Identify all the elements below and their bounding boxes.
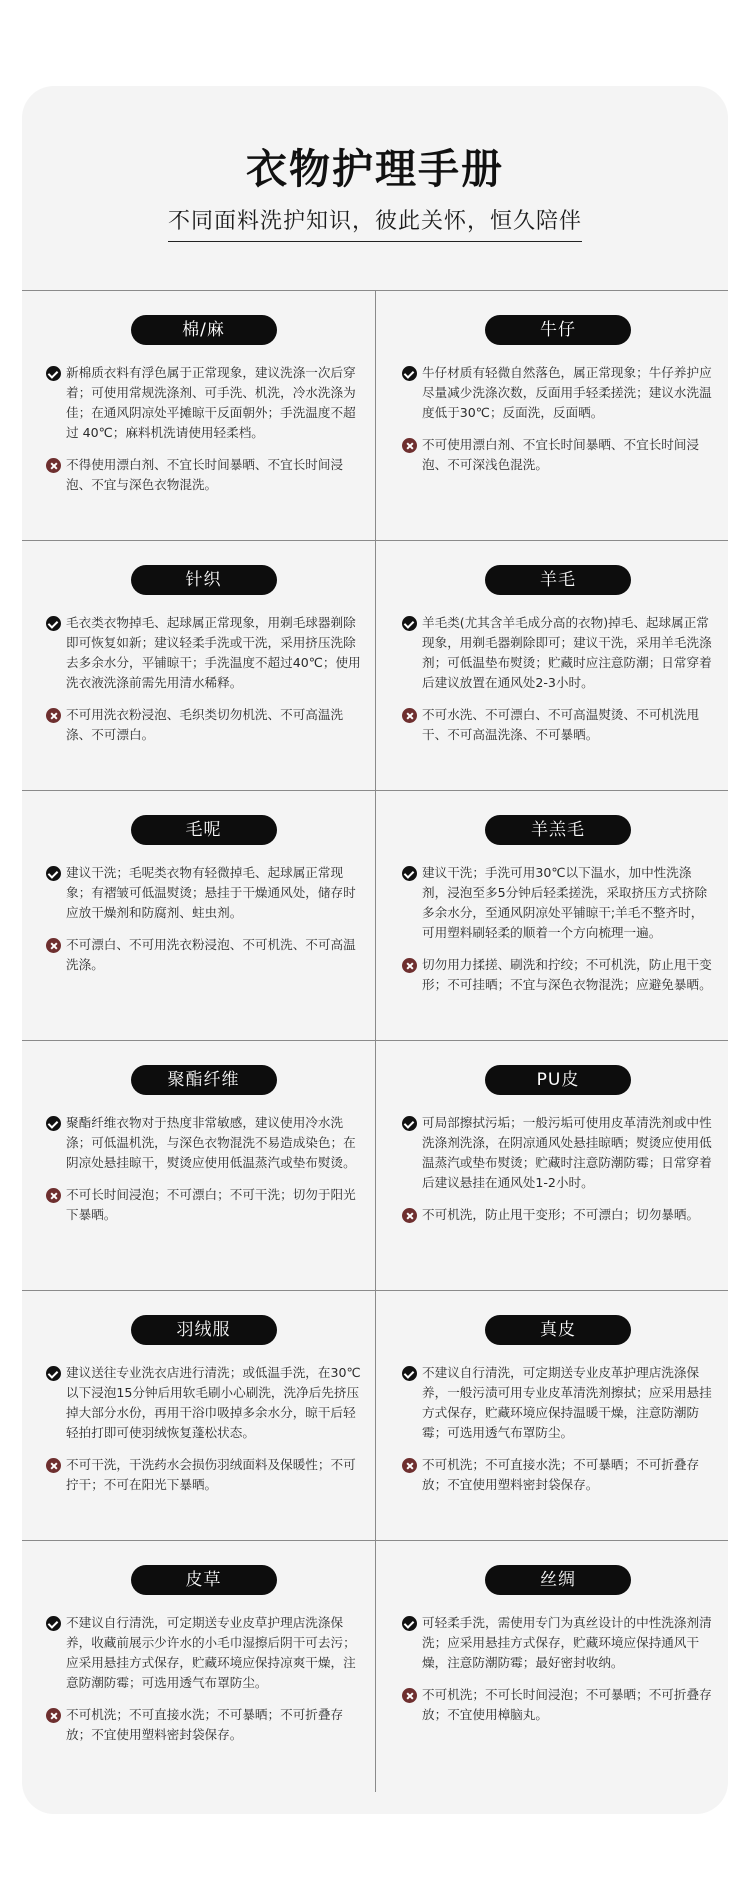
fabric-name-tag: 皮草 [131,1565,277,1595]
check-circle-icon [46,1116,61,1131]
cross-circle-icon [402,958,417,973]
care-tip-item [46,863,361,923]
cross-circle-icon [402,438,417,453]
care-warning-item [402,1455,714,1495]
cross-circle-icon [46,708,61,723]
care-tip-item [402,1613,714,1673]
fabric-name-tag: PU皮 [485,1065,631,1095]
fabric-name-tag: 牛仔 [485,315,631,345]
fabric-section [22,1041,375,1290]
fabric-section [375,541,728,790]
fabric-name-tag: 真皮 [485,1315,631,1345]
fabric-name-tag: 丝绸 [485,1565,631,1595]
care-manual-card [22,86,728,1814]
care-warning-item [46,935,361,975]
check-circle-icon [402,1116,417,1131]
check-circle-icon [402,616,417,631]
fabric-row [22,791,728,1041]
care-tip-item [46,613,361,693]
care-warning-text: 不可用洗衣粉浸泡、毛织类切勿机洗、不可高温洗涤、不可漂白。 [66,707,344,742]
header [22,86,728,290]
care-tip-text: 建议送往专业洗衣店进行清洗；或低温手洗，在30℃以下浸泡15分钟后用软毛刷小心刷洗，洗净后先挤压掉大部分水份，再用干浴巾吸掉多余水分，晾干后轻轻拍打即可使羽绒恢复蓬松状态。 [66,1365,361,1440]
care-warning-item [402,1205,714,1225]
care-tip-text: 可轻柔手洗，需使用专门为真丝设计的中性洗涤剂清洗；应采用悬挂方式保存，贮藏环境应保持通风干燥，注意防潮防霉；最好密封收纳。 [422,1615,712,1670]
fabric-name-tag: 针织 [131,565,277,595]
fabric-section [375,291,728,540]
care-tip-text: 不建议自行清洗，可定期送专业皮革护理店洗涤保养，一般污渍可用专业皮革清洗剂擦拭；应采用悬挂方式保存，贮藏环境应保持温暖干燥，注意防潮防霉；可选用透气布罩防尘。 [422,1365,712,1440]
care-warning-text: 不可长时间浸泡；不可漂白；不可干洗；切勿于阳光下暴晒。 [66,1187,356,1222]
care-tip-item [402,1113,714,1193]
care-warning-item [46,705,361,745]
care-warning-text: 不可机洗；不可直接水洗；不可暴晒；不可折叠存放；不宜使用塑料密封袋保存。 [422,1457,700,1492]
care-tip-item [402,613,714,693]
care-warning-item [402,435,714,475]
check-circle-icon [402,1616,417,1631]
fabric-row [22,1041,728,1291]
care-tip-item [402,363,714,423]
care-warning-item [46,1185,361,1225]
care-tip-text: 聚酯纤维衣物对于热度非常敏感，建议使用冷水洗涤；可低温机洗，与深色衣物混洗不易造成染色；在阴凉处悬挂晾干，熨烫应使用低温蒸汽或垫布熨烫。 [66,1115,356,1170]
check-circle-icon [46,866,61,881]
fabric-name-tag: 羽绒服 [131,1315,277,1345]
check-circle-icon [46,616,61,631]
care-warning-text: 不可水洗、不可漂白、不可高温熨烫、不可机洗甩干、不可高温洗涤、不可暴晒。 [422,707,700,742]
cross-circle-icon [46,458,61,473]
fabric-row [22,291,728,541]
care-tip-text: 新棉质衣料有浮色属于正常现象，建议洗涤一次后穿着；可使用常规洗涤剂、可手洗、机洗，冷水洗涤为佳；在通风阴凉处平摊晾干反面朝外；手洗温度不超过 40℃；麻料机洗请使用轻柔档。 [66,365,356,440]
care-tip-text: 可局部擦拭污垢；一般污垢可使用皮革清洗剂或中性洗涤剂洗涤，在阴凉通风处悬挂晾晒；熨烫应使用低温蒸汽或垫布熨烫；贮藏时注意防潮防霉；日常穿着后建议悬挂在通风处1-2小时。 [422,1115,712,1190]
care-tip-text: 牛仔材质有轻微自然落色，属正常现象；牛仔养护应尽量减少洗涤次数，反面用手轻柔搓洗；建议水洗温度低于30℃；反面洗，反面晒。 [422,365,712,420]
care-tip-text: 建议干洗；手洗可用30℃以下温水，加中性洗涤剂，浸泡至多5分钟后轻柔搓洗，采取挤压方式挤除多余水分，至通风阴凉处平铺晾干;羊毛不整齐时，可用塑料刷轻柔的顺着一个方向梳理一遍。 [422,865,708,940]
cross-circle-icon [402,1208,417,1223]
care-tip-item [46,1113,361,1173]
check-circle-icon [402,1366,417,1381]
care-warning-item [402,1685,714,1725]
fabric-name-tag: 羊羔毛 [485,815,631,845]
fabric-section [22,291,375,540]
care-tip-text: 羊毛类(尤其含羊毛成分高的衣物)掉毛、起球属正常现象，用剃毛器剃除即可；建议干洗，采用羊毛洗涤剂；可低温垫布熨烫；贮藏时应注意防潮；日常穿着后建议放置在通风处2-3小时。 [422,615,712,690]
cross-circle-icon [402,1688,417,1703]
care-warning-text: 不可机洗；不可直接水洗；不可暴晒；不可折叠存放；不宜使用塑料密封袋保存。 [66,1707,344,1742]
fabric-section [375,1541,728,1792]
care-warning-item [402,955,714,995]
care-tip-item [46,1613,361,1693]
fabric-section [375,1041,728,1290]
check-circle-icon [402,366,417,381]
care-warning-text: 不可机洗；不可长时间浸泡；不可暴晒；不可折叠存放；不宜使用樟脑丸。 [422,1687,712,1722]
care-warning-text: 不可使用漂白剂、不宜长时间暴晒、不宜长时间浸泡、不可深浅色混洗。 [422,437,700,472]
care-warning-item [46,455,361,495]
cross-circle-icon [46,1458,61,1473]
fabric-section [375,791,728,1040]
care-tip-text: 不建议自行清洗，可定期送专业皮草护理店洗涤保养，收藏前展示少许水的小毛巾湿擦后阴干可去污；应采用悬挂方式保存，贮藏环境应保持凉爽干燥，注意防潮防霉；可选用透气布罩防尘。 [66,1615,356,1690]
care-tip-text: 毛衣类衣物掉毛、起球属正常现象，用剃毛球器剃除即可恢复如新；建议轻柔手洗或干洗，采用挤压洗除去多余水分，平铺晾干；手洗温度不超过40℃；使用洗衣液洗涤前需先用清水稀释。 [66,615,361,690]
care-warning-text: 不可机洗，防止甩干变形；不可漂白；切勿暴晒。 [422,1207,700,1222]
fabric-grid [22,290,728,1792]
fabric-section [22,791,375,1040]
check-circle-icon [46,1616,61,1631]
cross-circle-icon [46,1188,61,1203]
page-subtitle: 不同面料洗护知识，彼此关怀，恒久陪伴 [168,204,582,242]
care-warning-item [46,1455,361,1495]
care-tip-text: 建议干洗；毛呢类衣物有轻微掉毛、起球属正常现象；有褶皱可低温熨烫；悬挂于干燥通风处，储存时应放干燥剂和防腐剂、蛀虫剂。 [66,865,356,920]
cross-circle-icon [402,708,417,723]
care-warning-text: 不可干洗，干洗药水会损伤羽绒面料及保暖性；不可拧干；不可在阳光下暴晒。 [66,1457,356,1492]
fabric-name-tag: 毛呢 [131,815,277,845]
page-title: 衣物护理手册 [246,145,504,193]
care-warning-text: 切勿用力揉搓、刷洗和拧绞；不可机洗，防止甩干变形；不可挂晒；不宜与深色衣物混洗；应避免暴晒。 [422,957,712,992]
care-tip-item [402,1363,714,1443]
fabric-section [22,1291,375,1540]
fabric-name-tag: 聚酯纤维 [131,1065,277,1095]
care-warning-item [46,1705,361,1745]
check-circle-icon [46,1366,61,1381]
check-circle-icon [46,366,61,381]
care-tip-item [402,863,714,943]
care-warning-item [402,705,714,745]
cross-circle-icon [402,1458,417,1473]
fabric-row [22,1291,728,1541]
fabric-section [375,1291,728,1540]
care-warning-text: 不可漂白、不可用洗衣粉浸泡、不可机洗、不可高温洗涤。 [66,937,356,972]
care-warning-text: 不得使用漂白剂、不宜长时间暴晒、不宜长时间浸泡、不宜与深色衣物混洗。 [66,457,344,492]
fabric-name-tag: 羊毛 [485,565,631,595]
care-tip-item [46,363,361,443]
fabric-row [22,541,728,791]
care-tip-item [46,1363,361,1443]
fabric-name-tag: 棉/麻 [131,315,277,345]
check-circle-icon [402,866,417,881]
cross-circle-icon [46,1708,61,1723]
fabric-section [22,541,375,790]
cross-circle-icon [46,938,61,953]
fabric-row [22,1541,728,1792]
fabric-section [22,1541,375,1792]
